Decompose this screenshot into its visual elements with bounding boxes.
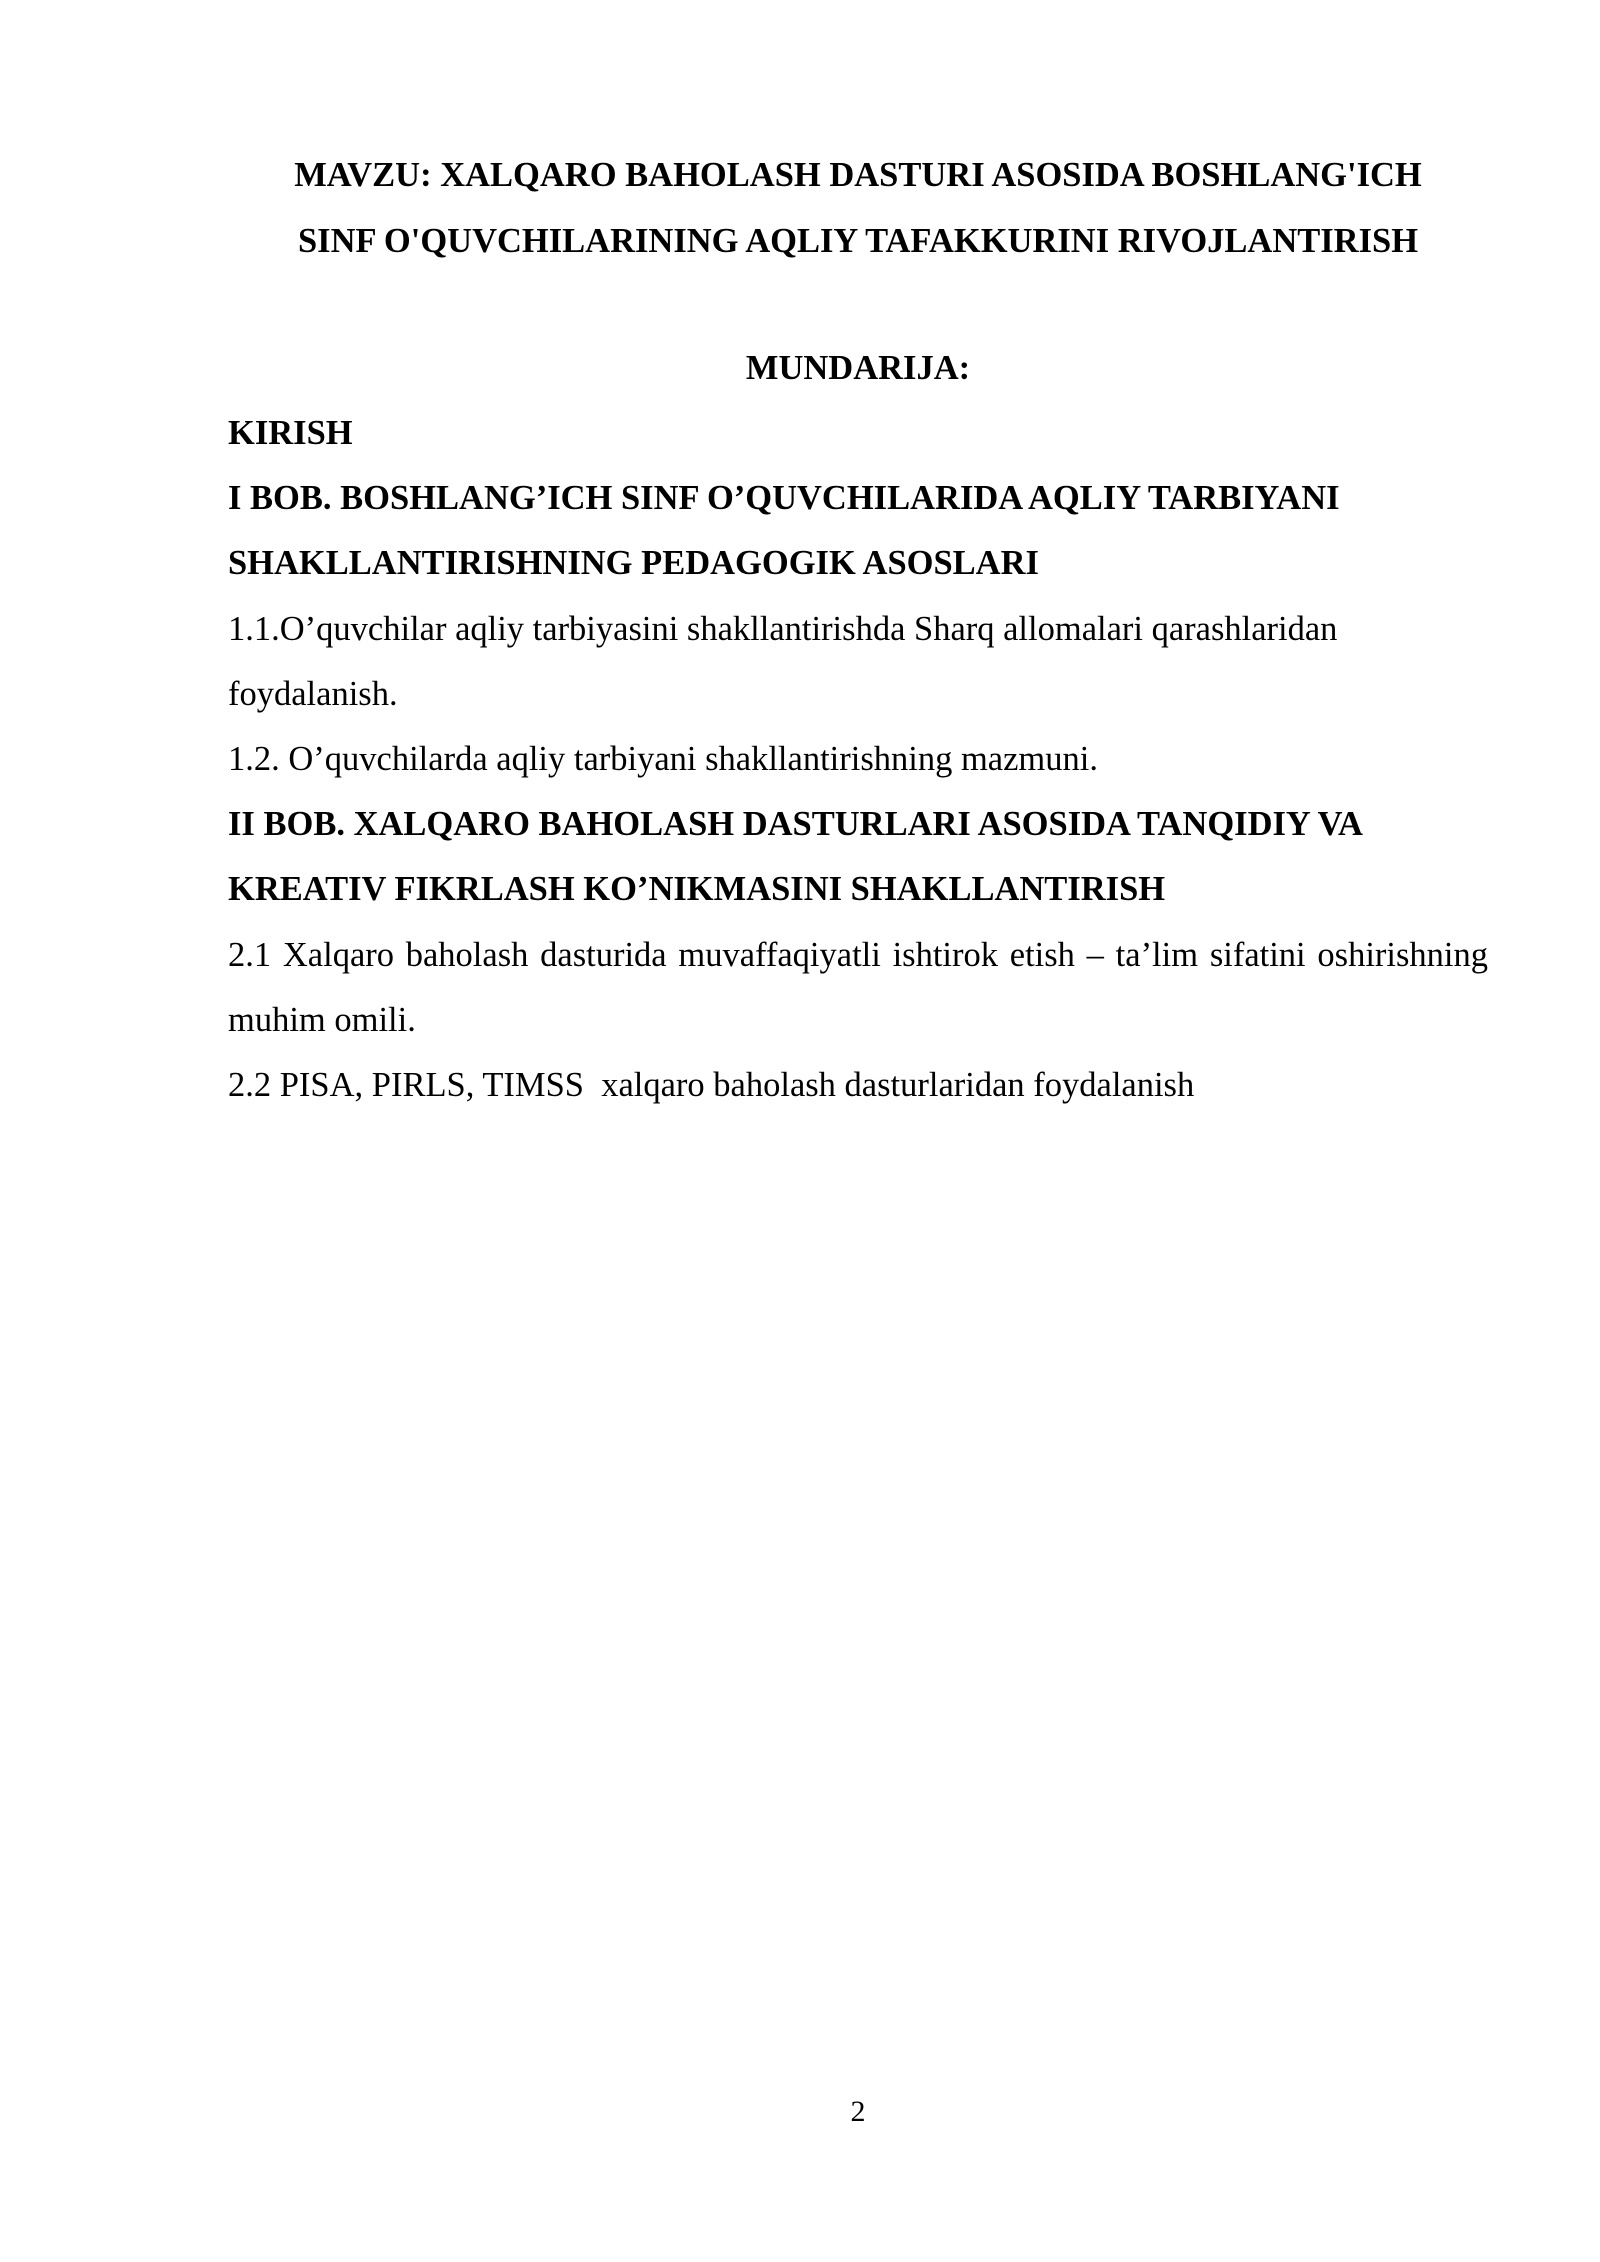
- title-line-1: MAVZU: XALQARO BAHOLASH DASTURI ASOSIDA BOSHLANG'ICH: [294, 156, 1422, 194]
- toc-entry-section-1-2: 1.2. O’quvchilarda aqliy tarbiyani shakllantirishning mazmuni.: [228, 740, 1098, 779]
- toc-heading: MUNDARIJA:: [745, 349, 971, 387]
- toc-entry-section-2-1: 2.1 Xalqaro baholash dasturida muvaffaqiyatli ishtirok etish – ta’lim sifatini oshirishning muhim omili.: [228, 935, 1488, 1039]
- toc-entry-section-2-2: 2.2 PISA, PIRLS, TIMSS xalqaro baholash dasturlaridan foydalanish: [228, 1066, 1195, 1105]
- page-number: 2: [850, 2095, 866, 2128]
- toc-entry-kirish: KIRISH: [228, 414, 353, 452]
- toc-entry-chapter-2: II BOB. XALQARO BAHOLASH DASTURLARI ASOSIDA TANQIDIY VA KREATIV FIKRLASH KO’NIKMASINI SHAKLLANTIRISH: [228, 805, 1362, 909]
- toc-entry-section-1-1: 1.1.O’quvchilar aqliy tarbiyasini shakllantirishda Sharq allomalari qarashlaridan foydalanish.: [228, 609, 1338, 713]
- title-line-2: SINF O'QUVCHILARINING AQLIY TAFAKKURINI RIVOJLANTIRISH: [297, 222, 1419, 260]
- toc-entry-chapter-1: I BOB. BOSHLANG’ICH SINF O’QUVCHILARIDA AQLIY TARBIYANI SHAKLLANTIRISHNING PEDAGOGIK ASOSLARI: [228, 479, 1340, 583]
- document-title: [228, 142, 1488, 274]
- table-of-contents: [228, 401, 1488, 1118]
